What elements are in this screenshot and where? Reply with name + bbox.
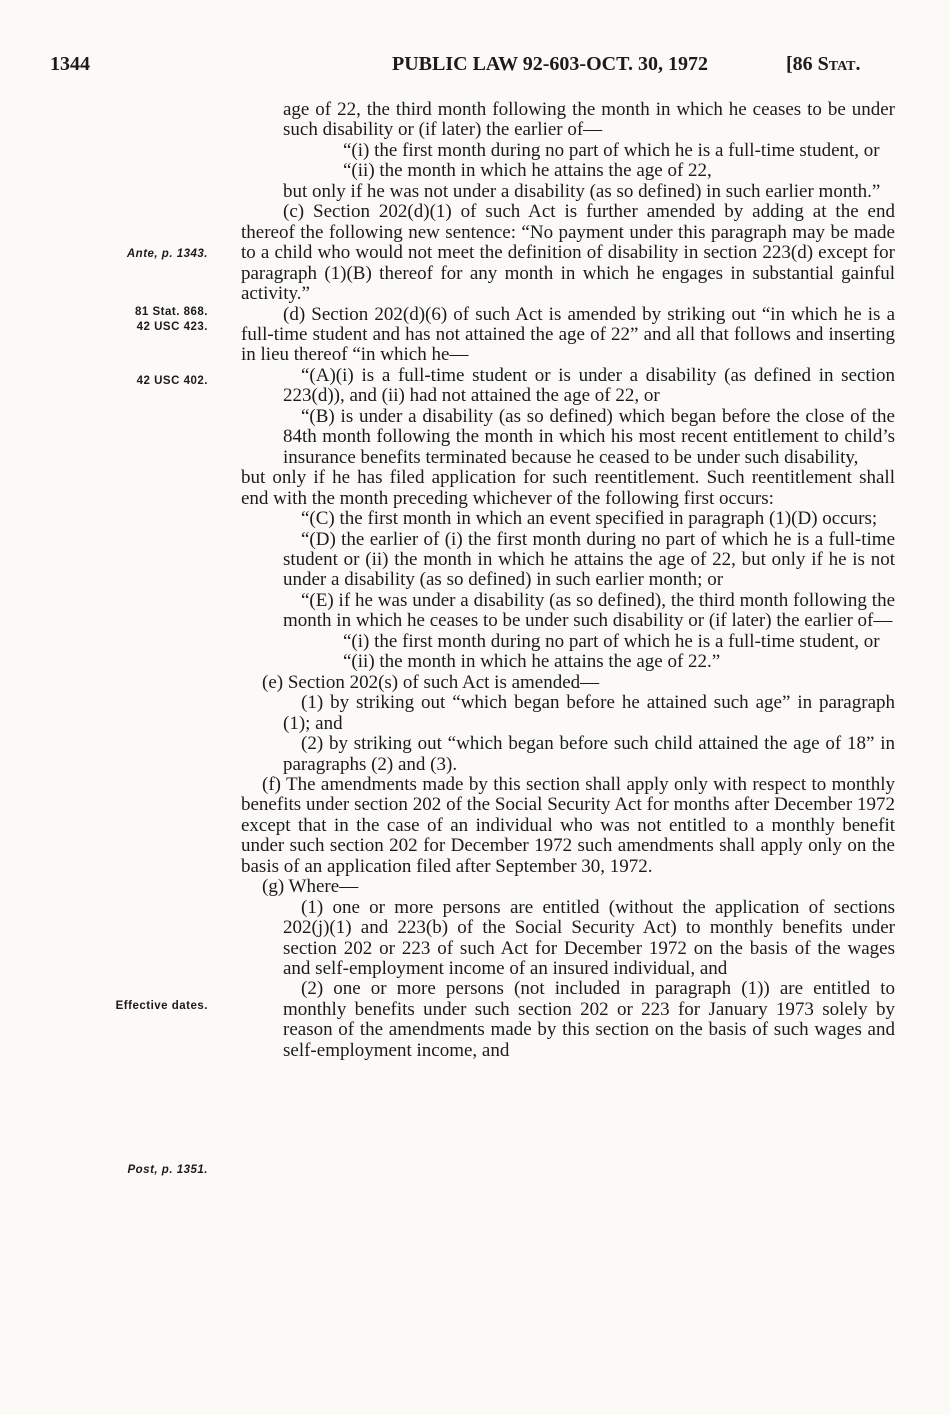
paragraph-g-2: (2) one or more persons (not included in paragraph (1)) are entitled to monthly benefits under such section 202 or 223 for January 1973 solely by reason of the amendments made by this section on the basis of such wages and self-employment income, and <box>283 978 895 1061</box>
margin-note-stat: 81 Stat. 868. <box>135 306 208 318</box>
subsection-c: (c) Section 202(d)(1) of such Act is further amended by adding at the end thereof the following new sentence: “No payment under this paragraph may be made to a child who would not meet the definition of disability in section 223(d) except for paragraph (1)(B) thereof for any month in which he engages in substantial gainful activity.” <box>241 201 895 305</box>
margin-note-ante: Ante, p. 1343. <box>126 248 208 260</box>
running-title: PUBLIC LAW 92-603-OCT. 30, 1972 <box>392 53 708 75</box>
clause-ii: “(ii) the month in which he attains the age of 22, <box>343 160 712 182</box>
clause-d-e-i: “(i) the first month during no part of which he is a full-time student, or <box>343 630 880 652</box>
subsection-d-continuation: but only if he has filed application for such reentitlement. Such reentitlement shall end with the month preceding whichever of the following first occurs: <box>241 467 895 509</box>
paragraph-g-1: (1) one or more persons are entitled (without the application of sections 202(j)(1) and 223(b) of the Social Security Act) to monthly benefits under section 202 or 223 of such Act for December 1972 on the basis of the wages and self-employment income of an insured individual, and <box>283 896 895 980</box>
clause-d-d: “(D) the earlier of (i) the first month during no part of which he is a full-time student or (ii) the month in which he attains the age of 22, but only if he is not under a disability (as so defined) in such earlier month; or <box>283 528 895 591</box>
clause-i: “(i) the first month during no part of which he is a full-time student, or <box>343 139 880 161</box>
paragraph-continuation: age of 22, the third month following the month in which he ceases to be under such disability or (if later) the earlier of— <box>283 99 895 141</box>
margin-note-effective: Effective dates. <box>115 1000 208 1012</box>
paragraph-closing: but only if he was not under a disability (as so defined) in such earlier month.” <box>283 180 881 202</box>
margin-note-usc-423: 42 USC 423. <box>136 321 208 333</box>
paragraph-e-2: (2) by striking out “which began before such child attained the age of 18” in paragraphs (2) and (3). <box>283 733 895 775</box>
margin-note-usc-402: 42 USC 402. <box>136 375 208 387</box>
clause-d-c: “(C) the first month in which an event specified in paragraph (1)(D) occurs; <box>301 508 878 530</box>
subsection-d: (d) Section 202(d)(6) of such Act is amended by striking out “in which he is a full-time student and has not attained the age of 22” and all that follows and inserting in lieu thereof “in which he— <box>241 303 895 366</box>
paragraph-e-1: (1) by striking out “which began before he attained such age” in paragraph (1); and <box>283 692 895 734</box>
statute-volume-word: Stat. <box>817 53 861 75</box>
page-number: 1344 <box>50 53 90 75</box>
subsection-g: (g) Where— <box>262 876 359 898</box>
clause-d-e-ii: “(ii) the month in which he attains the age of 22.” <box>343 651 721 673</box>
statute-text <box>241 100 895 1061</box>
subsection-f: (f) The amendments made by this section shall apply only with respect to monthly benefits under section 202 of the Social Security Act for months after December 1972 except that in the case of an individual who was not entitled to a monthly benefit under such section 202 for December 1972 such amendments shall apply only on the basis of an application filed after September 30, 1972. <box>241 773 895 877</box>
clause-d-e: “(E) if he was under a disability (as so defined), the third month following the month in which he ceases to be under such disability or (if later) the earlier of— <box>283 589 895 632</box>
subsection-e: (e) Section 202(s) of such Act is amended— <box>262 671 600 693</box>
statute-volume-number: [86 <box>786 53 818 75</box>
margin-note-post: Post, p. 1351. <box>127 1164 208 1176</box>
clause-d-b: “(B) is under a disability (as so defined) which began before the close of the 84th month following the month in which his most recent entitlement to child’s insurance benefits terminated because he ceased to be under such disability, <box>283 405 895 468</box>
statute-volume <box>786 52 861 76</box>
clause-d-a: “(A)(i) is a full-time student or is under a disability (as defined in section 223(d)), and (ii) had not attained the age of 22, or <box>283 364 895 407</box>
